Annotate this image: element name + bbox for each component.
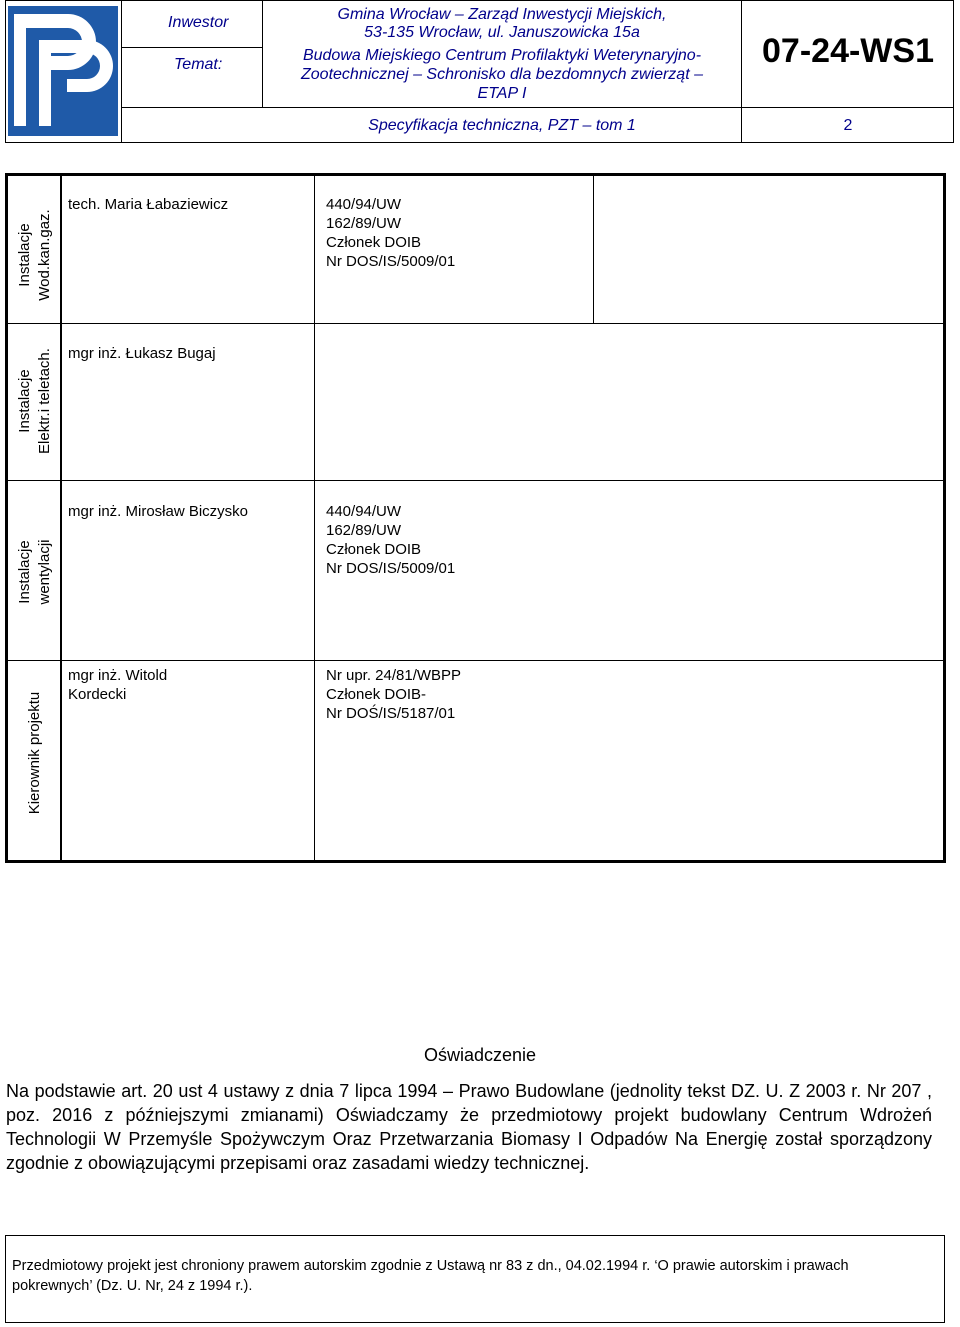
row-label-ventilation: Instalacje wentylacji [16,539,53,605]
page-number: 2 [843,117,853,134]
investor-label: Inwestor [168,14,229,31]
designer-name: mgr inż. Witold Kordecki [68,667,168,703]
investor-line-1: Gmina Wrocław – Zarząd Inwestycji Miejskich, [337,6,667,23]
topic-line-3: ETAP I [477,85,527,102]
row-label-electrical: Instalacje Elektr.i teletach. [16,348,53,454]
topic-line-2: Zootechnicznej – Schronisko dla bezdomnych zwierząt – [301,66,703,83]
designer-credentials: Nr upr. 24/81/WBPP Członek DOIB- Nr DOŚ/IS/5187/01 [326,667,462,722]
designer-credentials: 440/94/UW 162/89/UW Członek DOIB Nr DOS/IS/5009/01 [326,196,456,270]
topic-info [263,46,741,103]
spec-label: Specyfikacja techniczna, PZT – tom 1 [368,117,636,134]
designer-name: mgr inż. Mirosław Biczysko [68,503,249,520]
designer-credentials: 440/94/UW 162/89/UW Członek DOIB Nr DOS/IS/5009/01 [326,503,456,577]
logo-box [5,0,122,143]
document-code: 07-24-WS1 [762,32,934,70]
designer-name: mgr inż. Łukasz Bugaj [68,345,216,362]
topic-label: Temat: [174,56,223,73]
row-label-project-manager: Kierownik projektu [26,691,43,815]
topic-line-1: Budowa Miejskiego Centrum Profilaktyki Weterynaryjno- [302,47,702,64]
company-logo-icon [5,0,121,143]
designer-name: tech. Maria Łabaziewicz [68,196,229,213]
copyright-notice: Przedmiotowy projekt jest chroniony prawem autorskim zgodnie z Ustawą nr 83 z dn., 04.02.1994 r. ‘O prawie autorskim i prawach pokrewnych’ (Dz. U. Nr, 24 z 1994 r.). [12,1258,849,1294]
declaration-title: Oświadczenie [423,1045,537,1065]
investor-info [263,6,741,42]
investor-line-2: 53-135 Wrocław, ul. Januszowicka 15a [364,24,640,41]
row-label-plumbing: Instalacje Wod.kan.gaz. [16,209,53,301]
declaration-body: Na podstawie art. 20 ust 4 ustawy z dnia 7 lipca 1994 – Prawo Budowlane (jednolity tekst DZ. U. Z 2003 r. Nr 207 , poz. 2016 z późniejszymi zmianami) Oświadczamy że przedmiotowy projekt budowlany Centrum Wdrożeń Technologii W Przemyśle Spożywczym Oraz Przetwarzania Biomasy I Odpadów Na Energię został sporządzony zgodnie z obowiązującymi przepisami oraz zasadami wiedzy technicznej. [6,1081,932,1173]
